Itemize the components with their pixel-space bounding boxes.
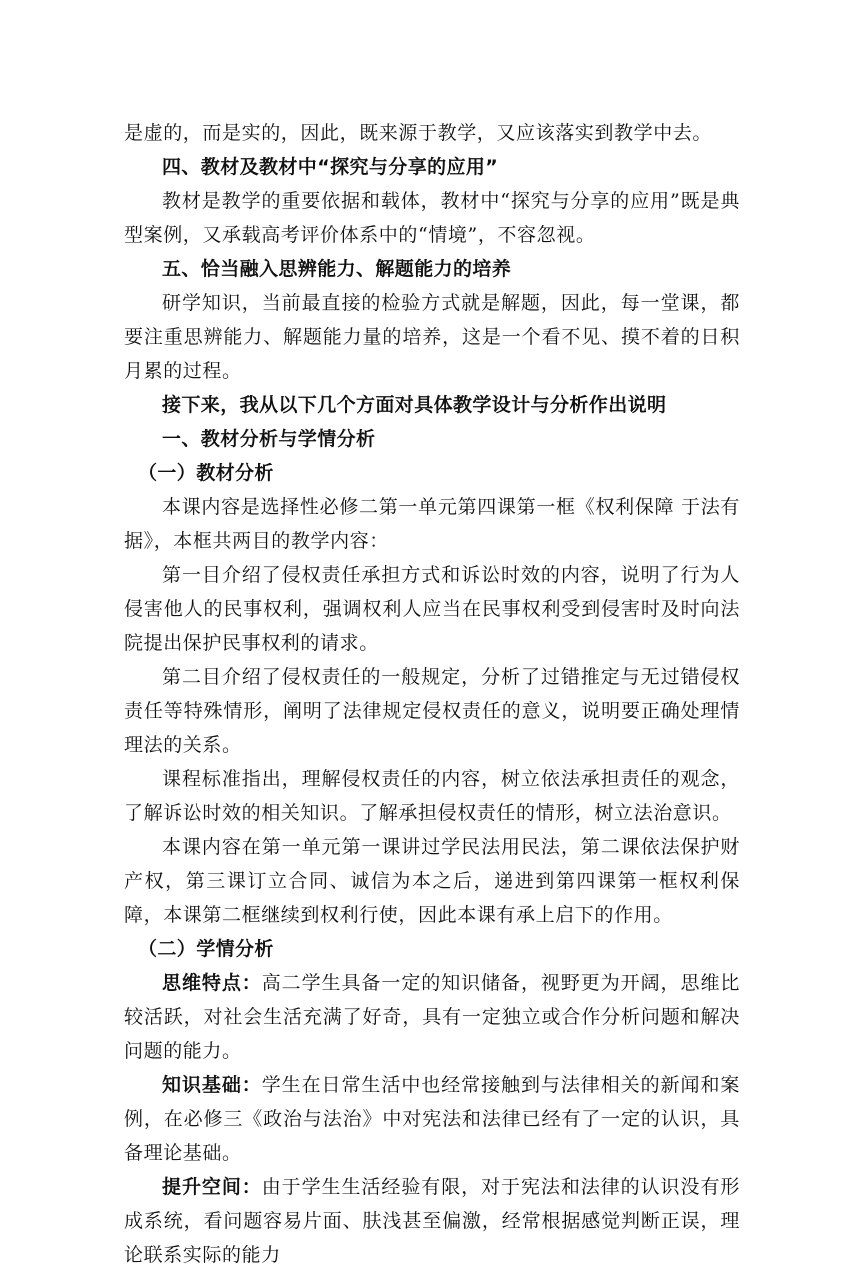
heading-reasoning-ability: 五、恰当融入思辨能力、解题能力的培养	[162, 258, 512, 280]
knowledge-label: 知识基础：	[162, 1074, 262, 1096]
paragraph-item-2: 第二目介绍了侵权责任的一般规定，分析了过错推定与无过错侵权责任等特殊情形，阐明了法律规定侵权责任的意义，说明要正确处理情理法的关系。	[124, 666, 740, 756]
heading-student-analysis: （二）学情分析	[138, 938, 274, 960]
paragraph-textbook: 教材是教学的重要依据和载体，教材中“探究与分享的应用”既是典型案例，又承载高考评价体系中的“情境”，不容忽视。	[124, 190, 740, 246]
paragraph-knowledge	[124, 1068, 740, 1170]
improve-label: 提升空间：	[162, 1176, 262, 1198]
knowledge-text: 学生在日常生活中也经常接触到与法律相关的新闻和案例，在必修三《政治与法治》中对宪法和法律已经有了一定的认识，具备理论基础。	[124, 1074, 740, 1164]
paragraph-study: 研学知识，当前最直接的检验方式就是解题，因此，每一堂课，都要注重思辨能力、解题能力量的培养，这是一个看不见、摸不着的日积月累的过程。	[124, 292, 740, 382]
thinking-label: 思维特点：	[162, 972, 262, 994]
paragraph-item-1: 第一目介绍了侵权责任承担方式和诉讼时效的内容，说明了行为人侵害他人的民事权利，强调权利人应当在民事权利受到侵害时及时向法院提出保护民事权利的请求。	[124, 564, 740, 654]
thinking-text: 高二学生具备一定的知识储备，视野更为开阔，思维比较活跃，对社会生活充满了好奇，具有一定独立或合作分析问题和解决问题的能力。	[124, 972, 740, 1062]
heading-section-1: 一、教材分析与学情分析	[162, 428, 376, 450]
paragraph-unit-context: 本课内容在第一单元第一课讲过学民法用民法，第二课依法保护财产权，第三课订立合同、诚信为本之后，递进到第四课第一框权利保障，本课第二框继续到权利行使，因此本课有承上启下的作用。	[124, 836, 740, 926]
paragraph-course-content: 本课内容是选择性必修二第一单元第四课第一框《权利保障 于法有据》，本框共两目的教学内容：	[124, 496, 740, 552]
paragraph-thinking	[124, 966, 740, 1068]
improve-text: 由于学生生活经验有限，对于宪法和法律的认识没有形成系统，看问题容易片面、肤浅甚至偏激，经常根据感觉判断正误，理论联系实际的能力	[124, 1176, 740, 1266]
heading-textbook-application: 四、教材及教材中“探究与分享的应用”	[162, 156, 499, 178]
paragraph-continued: 是虚的，而是实的，因此，既来源于教学，又应该落实到教学中去。	[124, 122, 713, 144]
heading-textbook-analysis: （一）教材分析	[138, 462, 274, 484]
heading-next-explanation: 接下来，我从以下几个方面对具体教学设计与分析作出说明	[162, 394, 667, 416]
paragraph-curriculum-standard: 课程标准指出，理解侵权责任的内容，树立依法承担责任的观念，了解诉讼时效的相关知识。了解承担侵权责任的情形，树立法治意识。	[124, 768, 740, 824]
paragraph-improvement	[124, 1170, 740, 1272]
document-body	[124, 116, 740, 1272]
